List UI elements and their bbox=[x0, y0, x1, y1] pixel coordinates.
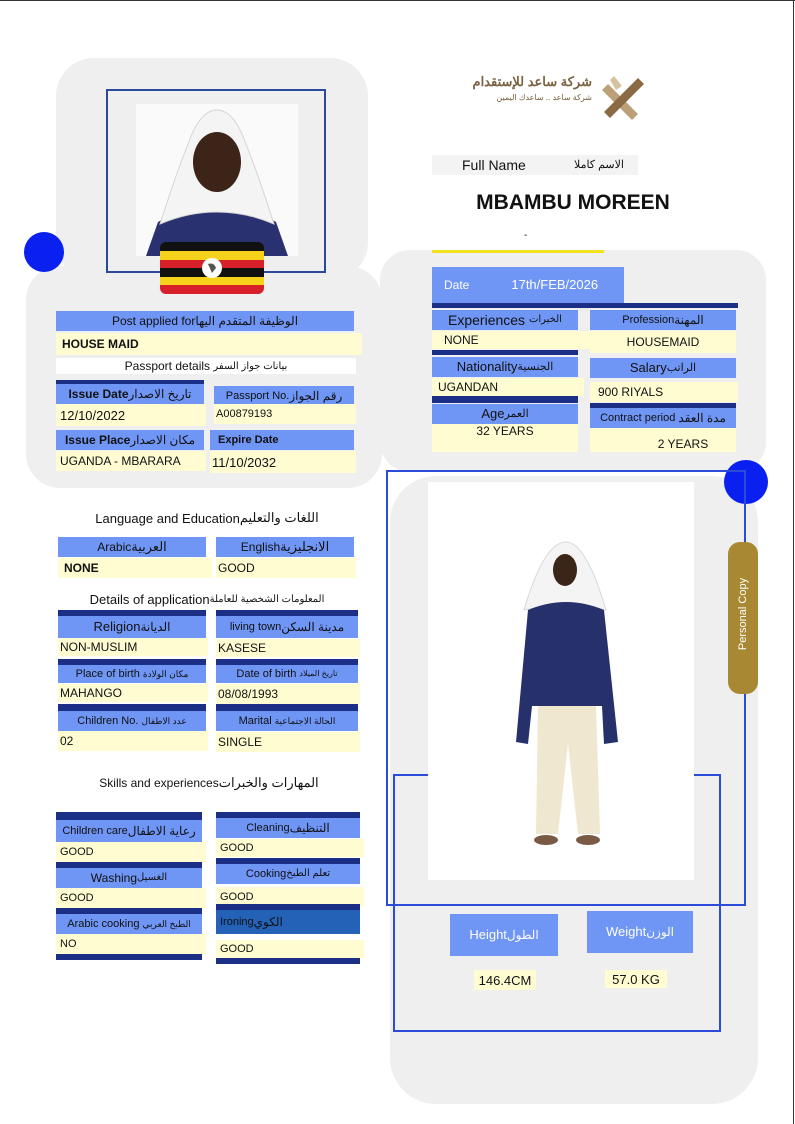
profession-label: Profession المهنة bbox=[590, 310, 736, 330]
cooking-label: Cooking تعلم الطبخ bbox=[216, 864, 360, 884]
portrait-photo bbox=[136, 104, 298, 256]
childcare-bar bbox=[56, 812, 202, 820]
town-label: living town مدينة السكن bbox=[216, 616, 358, 638]
arabic-cooking-value: NO bbox=[56, 934, 206, 954]
personal-copy-label: Personal Copy bbox=[737, 577, 749, 651]
children-label: Children No. عدد الاطفال bbox=[58, 711, 206, 731]
full-name-label: Full Name bbox=[462, 157, 526, 173]
age-label: Age العمر bbox=[432, 404, 578, 424]
skills-title: Skills and experiences المهارات والخبرات bbox=[58, 772, 360, 794]
date-underline bbox=[432, 303, 738, 308]
name-dash: - bbox=[524, 230, 528, 241]
language-title: Language and Education اللغات والتعليم bbox=[58, 508, 356, 528]
weight-label: Weight الوزن bbox=[587, 911, 693, 953]
marital-bar bbox=[216, 704, 358, 711]
fullbody-photo bbox=[428, 482, 694, 880]
issue-date-value: 12/10/2022 bbox=[56, 404, 206, 426]
experiences-value: NONE bbox=[432, 331, 590, 349]
height-value: 146.4CM bbox=[474, 970, 536, 990]
religion-value: NON-MUSLIM bbox=[58, 638, 208, 656]
personal-copy-tab[interactable] bbox=[728, 542, 758, 694]
cleaning-label: Cleaning التنظيف bbox=[216, 818, 360, 838]
pob-label: Place of birth مكان الولادة bbox=[58, 665, 206, 683]
age-value: 32 YEARS bbox=[432, 424, 578, 452]
cooking-value: GOOD bbox=[216, 887, 364, 907]
name-underline bbox=[432, 250, 604, 253]
expire-date-value: 11/10/2032 bbox=[210, 451, 356, 473]
ironing-label: Ironing الكوي bbox=[216, 910, 360, 934]
town-value: KASESE bbox=[216, 639, 360, 657]
pob-value: MAHANGO bbox=[58, 684, 208, 702]
experiences-label: Experiences الخبرات bbox=[432, 310, 578, 330]
childcare-label: Children care رعاية الاطفال bbox=[56, 820, 202, 842]
blue-circle-left bbox=[24, 232, 64, 272]
issue-place-value: UGANDA - MBARARA bbox=[56, 451, 206, 471]
skills-bottom-bar-right bbox=[216, 958, 360, 964]
nationality-label: Nationality الجنسية bbox=[432, 357, 578, 377]
height-label: Height الطول bbox=[450, 914, 558, 956]
age-bar bbox=[432, 396, 578, 403]
brand-tagline: شركة ساعد .. ساعدك اليمين bbox=[496, 93, 592, 102]
arabic-cooking-label: Arabic cooking الطبخ العربي bbox=[56, 914, 202, 934]
company-logo-icon bbox=[594, 68, 652, 126]
cleaning-value: GOOD bbox=[216, 839, 364, 857]
religion-label: Religion الديانة bbox=[58, 616, 206, 638]
washing-label: Washing الغسيل bbox=[56, 868, 202, 888]
passport-title: Passport details بيانات جواز السفر bbox=[56, 358, 356, 374]
contract-value: 2 YEARS bbox=[590, 428, 736, 452]
arabic-value: NONE bbox=[58, 558, 212, 578]
nationality-bar bbox=[432, 350, 578, 355]
ironing-value: GOOD bbox=[216, 940, 364, 958]
children-bar bbox=[58, 704, 206, 711]
weight-value: 57.0 KG bbox=[605, 970, 667, 988]
issue-place-label: Issue Place مكان الاصدار bbox=[56, 430, 204, 450]
passport-no-label: Passport No. رقم الجواز bbox=[214, 386, 354, 406]
applicant-name: MBAMBU MOREEN bbox=[476, 191, 670, 214]
english-value: GOOD bbox=[216, 558, 356, 578]
salary-value: 900 RIYALS bbox=[590, 382, 738, 402]
issue-date-label: Issue Date تاريخ الاصدار bbox=[56, 384, 204, 404]
profession-value: HOUSEMAID bbox=[590, 331, 736, 353]
washing-value: GOOD bbox=[56, 888, 206, 908]
post-value: HOUSE MAID bbox=[56, 333, 362, 355]
contract-label: Contract period مدة العقد bbox=[590, 408, 736, 428]
page-border-right bbox=[793, 0, 794, 1124]
marital-value: SINGLE bbox=[216, 732, 360, 752]
passport-no-value: A00879193 bbox=[214, 404, 356, 424]
dob-value: 08/08/1993 bbox=[216, 684, 360, 704]
page-border-top bbox=[0, 0, 795, 1]
children-value: 02 bbox=[58, 731, 208, 751]
arabic-label: Arabic العربية bbox=[58, 537, 206, 557]
skills-bottom-bar-left bbox=[56, 954, 202, 960]
full-name-label-ar: الاسم كاملا bbox=[574, 159, 624, 171]
childcare-value: GOOD bbox=[56, 842, 206, 862]
post-label: Post applied for الوظيفة المتقدم اليها bbox=[56, 311, 354, 331]
marital-label: Marital الحالة الاجتماعية bbox=[216, 711, 358, 731]
nationality-value: UGANDAN bbox=[432, 378, 584, 396]
date-label: Date bbox=[444, 278, 470, 292]
english-label: English الانجليزية bbox=[216, 537, 354, 557]
expire-date-label: Expire Date bbox=[210, 430, 354, 450]
uganda-flag-icon bbox=[160, 242, 264, 294]
date-box bbox=[432, 267, 624, 303]
date-value: 17th/FEB/2026 bbox=[511, 277, 599, 292]
dob-label: Date of birth تاريخ الميلاد bbox=[216, 665, 358, 683]
application-title: Details of application المعلومات الشخصية للعاملة bbox=[58, 590, 356, 608]
salary-label: Salary الراتب bbox=[590, 358, 736, 378]
brand-name: شركة ساعد للإستقدام bbox=[472, 74, 592, 89]
